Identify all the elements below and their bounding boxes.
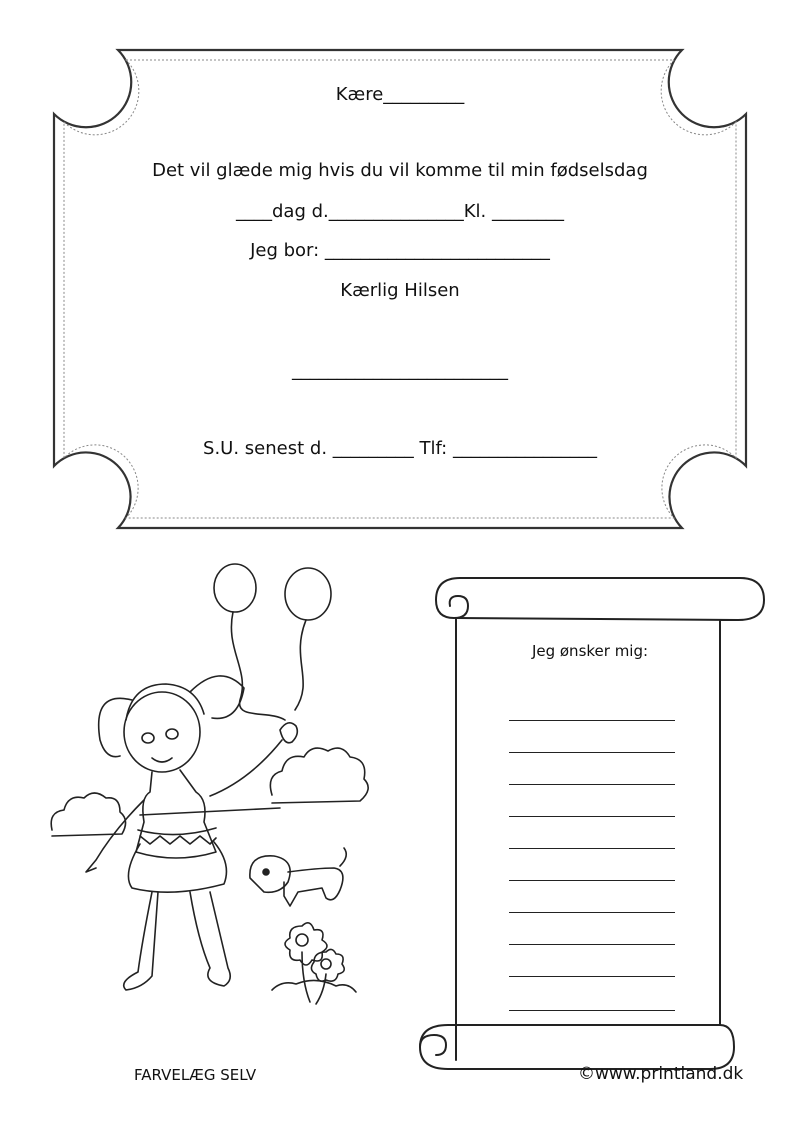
wishlist-line [509,912,675,913]
wishlist-line [509,848,675,849]
invite-text: Det vil glæde mig hvis du vil komme til min fødselsdag [152,160,648,181]
greeting-line: Kære_________ [335,84,465,105]
footer-copyright: ©www.printland.dk [578,1064,744,1084]
closing-text: Kærlig Hilsen [340,280,460,301]
address-line: Jeg bor: _________________________ [250,240,550,261]
wishlist-line [509,816,675,817]
wishlist-line [509,784,675,785]
wishlist-line [509,720,675,721]
wishlist-title: Jeg ønsker mig: [531,642,649,660]
footer-color-yourself: FARVELÆG SELV [134,1066,257,1084]
girl-with-balloons-illustration [40,560,410,1020]
wishlist-line [509,976,675,977]
wishlist-line [509,944,675,945]
date-time-line: ____dag d._______________Kl. ________ [236,201,564,222]
wishlist-line [509,1010,675,1011]
wishlist-line [509,752,675,753]
rsvp-line: S.U. senest d. _________ Tlf: ________________ [203,438,597,459]
signature-line: ________________________ [292,360,508,381]
wishlist-line [509,880,675,881]
